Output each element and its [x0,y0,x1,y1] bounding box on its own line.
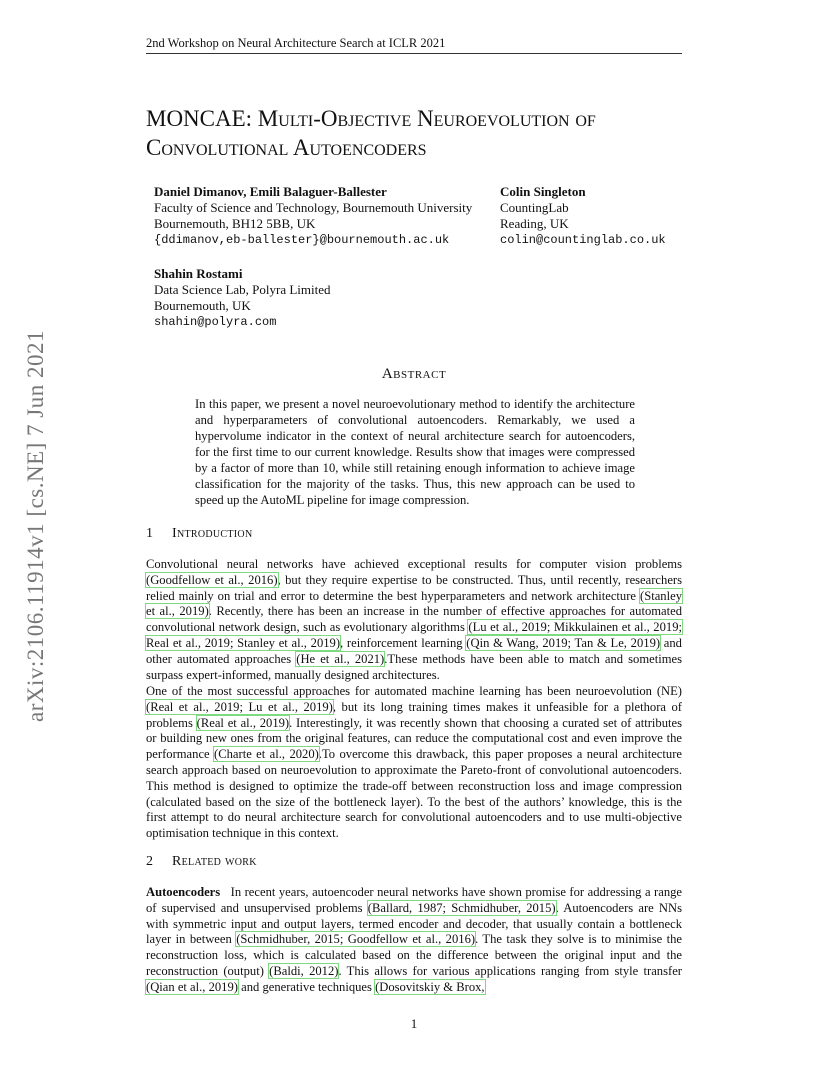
text-run: , but its long training times makes it unfeasible for a plethora of problems [146,699,682,730]
author-affiliation: Data Science Lab, Polyra Limited [154,282,331,297]
text-run: , but they require expertise to be constructed. Thus, until recently, researchers relied mainly on trial and error to determine the best hyperparameters and network architecture [146,572,682,603]
author-address: Bournemouth, UK [154,298,251,313]
title-line-2: Convolutional Autoencoders [146,135,427,160]
author-email[interactable]: {ddimanov,eb-ballester}@bournemouth.ac.uk [154,233,450,247]
author-email[interactable]: colin@countinglab.co.uk [500,233,666,247]
page-number: 1 [410,1016,418,1031]
author-email[interactable]: shahin@polyra.com [154,315,277,329]
citation-link[interactable]: (Real et al., 2019; Lu et al., 2019) [146,699,333,714]
section-title: Introduction [172,526,253,541]
abstract-text: In this paper, we present a novel neuroevolutionary method to identify the architecture and hyperparameters of convolutional autoencoders. Remarkably, we used a hypervolume indicator in the context of neural architecture search for autoencoders, for the first time to our current knowledge. Results show that images were compressed by a factor of more than 10, while still retaining enough information to achieve image classification for the majority of the tasks. Thus, this new approach can be used to speed up the AutoML pipeline for image compression. [195,397,635,507]
section-heading-related-work [146,854,257,870]
section-number: 1 [146,526,154,541]
arxiv-identifier: arXiv:2106.11914v1 [cs.NE] 7 Jun 2021 [23,330,48,722]
citation-link[interactable]: (Charte et al., 2020) [214,747,319,762]
text-run: , reinforcement learning [340,635,467,650]
text-run: . This allows for various applications ranging from style transfer [338,963,682,978]
abstract-heading: Abstract [381,366,447,382]
section-title: Related work [172,854,257,869]
intro-paragraph-1 [146,557,682,683]
author-address: Reading, UK [500,216,569,231]
citation-link[interactable]: (Dosovitskiy & Brox, [375,979,485,994]
text-run: .These methods have been able to match and sometimes surpass expert-informed, manually designed architectures. [146,651,682,682]
paper-title [146,104,706,162]
author-names: Daniel Dimanov, Emili Balaguer-Ballester [154,184,387,199]
text-run: and other automated approaches [146,635,682,666]
intro-paragraph-2 [146,684,682,842]
author-block-3 [154,266,331,330]
title-line-1: MONCAE: Multi-Objective Neuroevolution of [146,106,596,131]
text-run: . Autoencoders are NNs with symmetric input and output layers, termed encoder and decoder, that usually contain a bottleneck layer in between [146,900,682,947]
section-heading-introduction [146,526,252,542]
author-affiliation: CountingLab [500,200,569,215]
author-block-1 [154,184,472,248]
author-names: Shahin Rostami [154,266,243,281]
citation-link[interactable]: (He et al., 2021) [296,651,385,666]
author-block-2 [500,184,666,248]
header-rule [146,53,682,54]
running-header: 2nd Workshop on Neural Architecture Search at ICLR 2021 [146,36,446,50]
author-address: Bournemouth, BH12 5BB, UK [154,216,316,231]
section-number: 2 [146,854,154,869]
paragraph-lead: Autoencoders [146,885,221,899]
citation-link[interactable]: (Stanley et al., 2019) [146,588,682,619]
citation-link[interactable]: (Real et al., 2019) [196,715,290,730]
author-affiliation: Faculty of Science and Technology, Bournemouth University [154,200,473,215]
arxiv-sidenote [14,296,58,756]
citation-link[interactable]: (Schmidhuber, 2015; Goodfellow et al., 2016) [236,932,476,947]
citation-link[interactable]: (Lu et al., 2019; Mikkulainen et al., 2019; Real et al., 2019; Stanley et al., 2019) [146,620,682,650]
citation-link[interactable]: (Qian et al., 2019) [146,979,238,994]
related-paragraph-1 [146,885,686,996]
citation-link[interactable]: (Baldi, 2012) [269,963,339,978]
text-run: .To overcome this drawback, this paper proposes a neural architecture search approach based on neuroevolution to approximate the Pareto-front of convolutional autoencoders. This method is designed to optimize the trade-off between reconstruction loss and image compression (calculated based on the size of the bottleneck layer). To the best of the authors’ knowledge, this is the first attempt to do neural architecture search for convolutional autoencoders and to use multi-objective optimisation technique in this context. [146,747,682,841]
citation-link[interactable]: (Ballard, 1987; Schmidhuber, 2015) [367,900,556,915]
text-run: In recent years, autoencoder neural networks have shown promise for addressing a range of supervised and unsupervised problems [146,885,686,915]
text-run: One of the most successful approaches for automated machine learning has been neuroevolution (NE) [146,684,682,698]
text-run: and generative techniques [237,979,376,994]
text-run: . Recently, there has been an increase in the number of effective approaches for automated convolutional network design, such as evolutionary algorithms [146,604,683,635]
author-names: Colin Singleton [500,184,586,199]
citation-link[interactable]: (Goodfellow et al., 2016) [146,572,278,587]
text-run: . Interestingly, it was recently shown that choosing a curated set of attributes or building new ones from the original features, can reduce the computational cost and even improve the performance [146,715,682,762]
text-run: . The task they solve is to minimise the reconstruction loss, which is calculated based on the difference between the original input and the reconstruction (output) [146,932,683,978]
text-run: Convolutional neural networks have achieved exceptional results for computer vision problems [146,557,682,571]
citation-link[interactable]: (Qin & Wang, 2019; Tan & Le, 2019) [466,635,661,650]
